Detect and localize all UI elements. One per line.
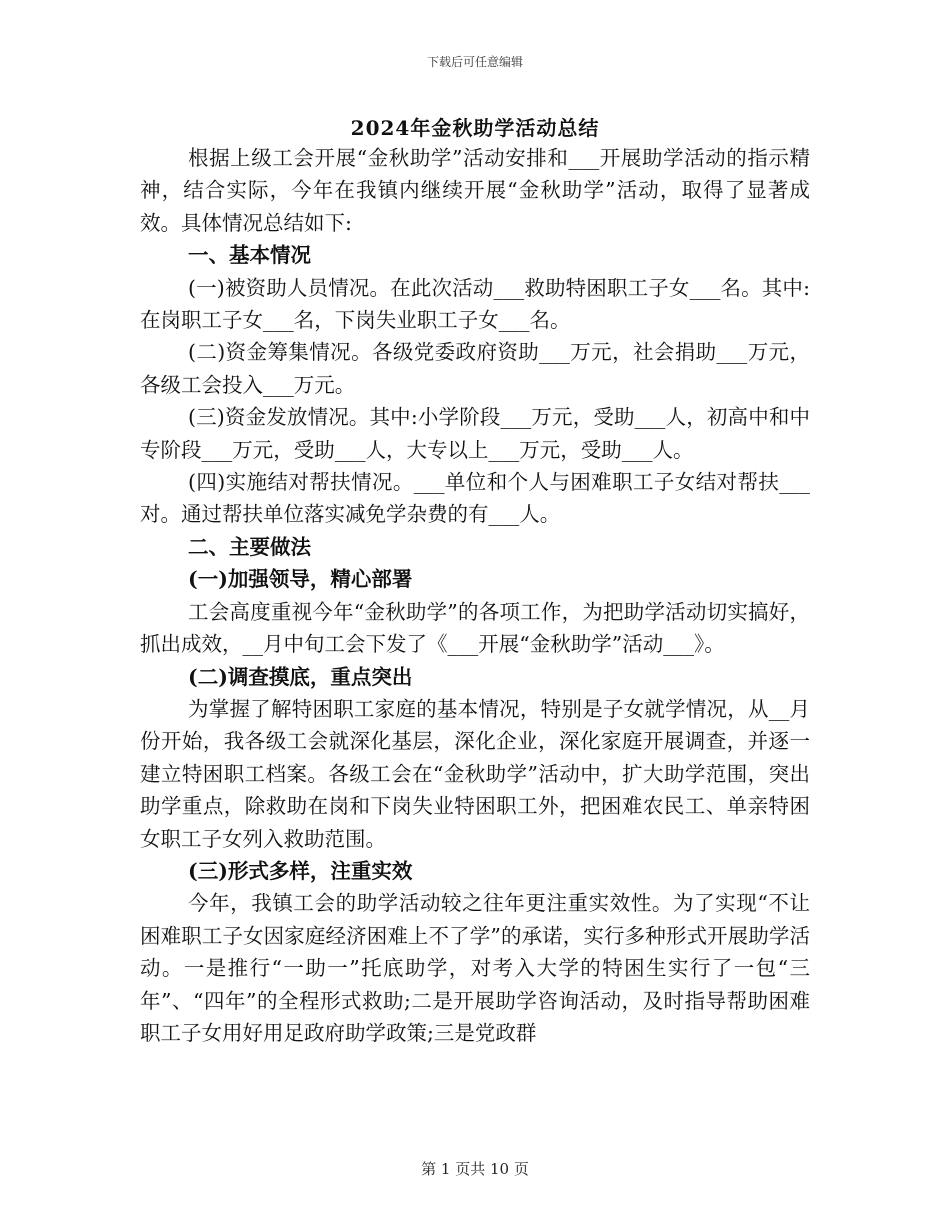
page-header: 下载后可任意编辑: [426, 55, 523, 69]
intro-paragraph: 根据上级工会开展“金秋助学”活动安排和___开展助学活动的指示精神，结合实际，今年在我镇内继续开展“金秋助学”活动，取得了显著成效。具体情况总结如下:: [140, 146, 810, 235]
body-paragraph: (三)资金发放情况。其中:小学阶段___万元，受助___人，初高中和中专阶段___万元，受助___人，大专以上___万元，受助___人。: [140, 405, 810, 462]
body-paragraph: 今年，我镇工会的助学活动较之往年更注重实效性。为了实现“不让困难职工子女因家庭经济困难上不了学”的承诺，实行多种形式开展助学活动。一是推行“一助一”托底助学，对考入大学的特困生实行了一包“三年”、“四年”的全程形式救助;二是开展助学咨询活动，及时指导帮助困难职工子女用好用足政府助学政策;三是党政群: [140, 891, 810, 1045]
body-paragraph: (四)实施结对帮扶情况。___单位和个人与困难职工子女结对帮扶___对。通过帮扶单位落实减免学杂费的有___人。: [140, 470, 810, 527]
body-paragraph: 为掌握了解特困职工家庭的基本情况，特别是子女就学情况，从__月份开始，我各级工会就深化基层，深化企业，深化家庭开展调查，并逐一建立特困职工档案。各级工会在“金秋助学”活动中，扩大助学范围，突出助学重点，除救助在岗和下岗失业特困职工外，把困难农民工、单亲特困女职工子女列入救助范围。: [140, 696, 810, 851]
subsection-heading: (二)调查摸底，重点突出: [188, 664, 413, 689]
subsection-heading: (三)形式多样，注重实效: [188, 858, 413, 883]
page-number: 第 1 页共 10 页: [421, 1160, 529, 1178]
body-paragraph: (一)被资助人员情况。在此次活动___救助特困职工子女___名。其中:在岗职工子女___名，下岗失业职工子女___名。: [140, 275, 810, 333]
document-title: 2024年金秋助学活动总结: [350, 116, 600, 140]
subsection-heading: (一)加强领导，精心部署: [188, 567, 413, 592]
body-paragraph: 工会高度重视今年“金秋助学”的各项工作，为把助学活动切实搞好，抓出成效，__月中旬工会下发了《___开展“金秋助学”活动___》。: [140, 599, 810, 657]
section-heading-basic: 一、基本情况: [188, 243, 311, 268]
section-heading-methods: 二、主要做法: [188, 534, 311, 559]
body-paragraph: (二)资金筹集情况。各级党委政府资助___万元，社会捐助___万元，各级工会投入___万元。: [140, 340, 810, 397]
document-body: [140, 142, 810, 1049]
